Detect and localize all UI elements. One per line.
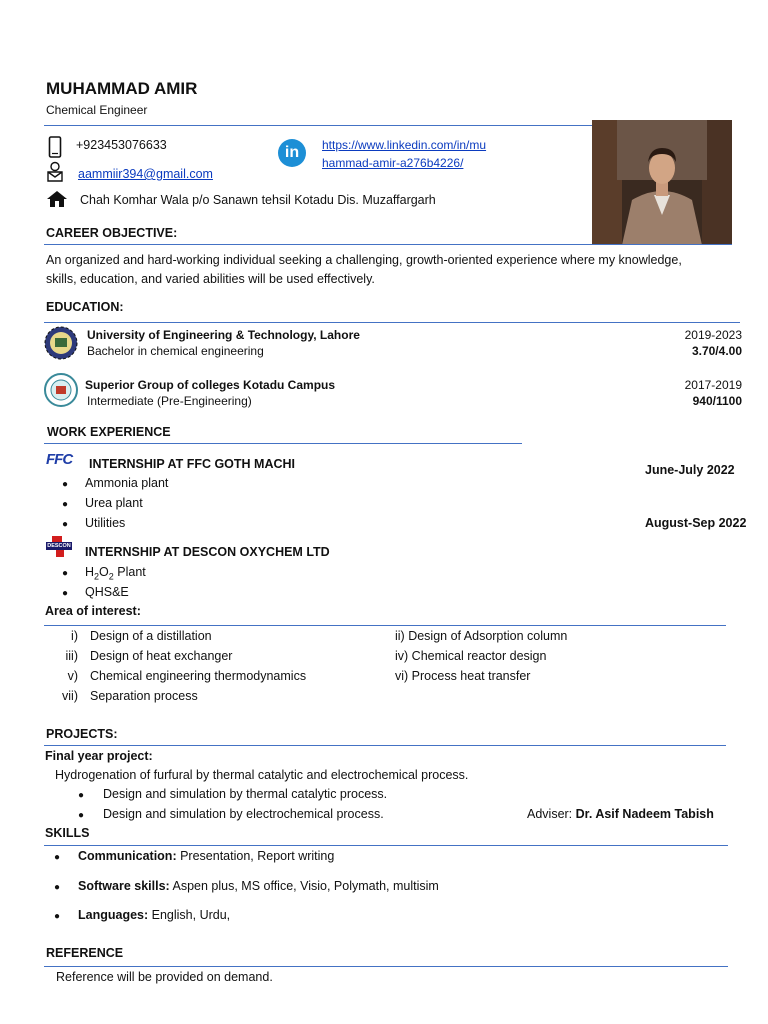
education-1-score: 3.70/4.00: [691, 344, 742, 358]
skill-item: Languages: English, Urdu,: [78, 908, 231, 922]
skills-divider: [44, 845, 728, 846]
internship-1-item: Ammonia plant: [85, 476, 169, 490]
skills-heading: SKILLS: [45, 826, 90, 840]
bullet-dot: ●: [62, 568, 69, 579]
address-text: Chah Komhar Wala p/o Sanawn tehsil Kotadu Dis. Muzaffargarh: [80, 193, 436, 207]
skill-item: Software skills: Aspen plus, MS office, Visio, Polymath, multisim: [78, 879, 439, 893]
home-icon: [46, 190, 68, 208]
bullet-dot: ●: [62, 588, 69, 599]
uet-logo-icon: [44, 326, 78, 360]
project-description: Hydrogenation of furfural by thermal catalytic and electrochemical process.: [55, 768, 469, 782]
projects-heading: PROJECTS:: [46, 727, 118, 741]
work-divider: [44, 443, 522, 444]
interest-item: Chemical engineering thermodynamics: [90, 669, 307, 683]
interest-item: Design of heat exchanger: [90, 649, 233, 663]
career-text-line1: An organized and hard-working individual seeking a challenging, growth-oriented experience where my knowledge,: [46, 253, 682, 267]
job-title: Chemical Engineer: [46, 103, 148, 117]
interest-num: v): [67, 669, 78, 683]
work-heading: WORK EXPERIENCE: [47, 425, 171, 439]
ffc-logo-icon: FFC: [46, 451, 73, 468]
career-heading: CAREER OBJECTIVE:: [46, 226, 178, 240]
bullet-dot: ●: [54, 882, 61, 893]
internship-1-date: June-July 2022: [645, 463, 735, 477]
bullet-dot: ●: [78, 790, 85, 801]
education-2-degree: Intermediate (Pre-Engineering): [87, 394, 252, 408]
projects-divider: [44, 745, 726, 746]
email-link[interactable]: aammiir394@gmail.com: [78, 167, 213, 181]
career-divider: [44, 244, 732, 245]
bullet-dot: ●: [54, 911, 61, 922]
interest-num: iii): [65, 649, 78, 663]
education-2-years: 2017-2019: [684, 378, 742, 392]
bullet-dot: ●: [62, 479, 69, 490]
internship-1-item: Utilities: [85, 516, 126, 530]
interest-item-right: iv) Chemical reactor design: [395, 649, 547, 663]
profile-photo: [592, 120, 732, 245]
education-1-years: 2019-2023: [684, 328, 742, 342]
education-heading: EDUCATION:: [46, 300, 124, 314]
interest-item-right: vi) Process heat transfer: [395, 669, 531, 683]
phone-icon: [48, 136, 62, 158]
superior-college-logo-icon: [44, 373, 78, 407]
reference-heading: REFERENCE: [46, 946, 124, 960]
header-divider: [44, 125, 592, 126]
reference-divider: [44, 966, 728, 967]
skill-item: Communication: Presentation, Report writing: [78, 849, 335, 863]
internship-2-item-h2o2: $H_2O_2$ Plant: [85, 565, 146, 582]
education-1-institution: University of Engineering & Technology, Lahore: [87, 328, 360, 342]
interest-num: i): [71, 629, 78, 643]
linkedin-icon[interactable]: in: [278, 139, 306, 167]
education-2-institution: Superior Group of colleges Kotadu Campus: [85, 378, 336, 392]
internship-1-item: Urea plant: [85, 496, 143, 510]
final-year-project-label: Final year project:: [45, 749, 153, 763]
bullet-dot: ●: [54, 852, 61, 863]
interest-divider: [44, 625, 726, 626]
bullet-dot: ●: [78, 810, 85, 821]
project-adviser: Adviser: Dr. Asif Nadeem Tabish: [527, 807, 714, 821]
bullet-dot: ●: [62, 519, 69, 530]
interest-heading: Area of interest:: [45, 604, 141, 618]
career-text-line2: skills, education, and varied abilities will be used effectively.: [46, 272, 375, 286]
internship-2-item: QHS&E: [85, 585, 129, 599]
phone-number: +923453076633: [76, 138, 167, 152]
reference-text: Reference will be provided on demand.: [56, 970, 273, 984]
education-divider: [44, 322, 740, 323]
education-2-score: 940/1100: [692, 394, 742, 408]
interest-item-right: ii) Design of Adsorption column: [395, 629, 568, 643]
descon-logo-text: DESCON: [47, 543, 71, 549]
descon-logo-icon: [46, 536, 72, 558]
internship-2-title: INTERNSHIP AT DESCON OXYCHEM LTD: [85, 545, 330, 559]
mail-person-icon: [45, 161, 69, 183]
bullet-dot: ●: [62, 499, 69, 510]
linkedin-link-line2[interactable]: hammad-amir-a276b4226/: [322, 156, 464, 170]
education-1-degree: Bachelor in chemical engineering: [87, 344, 264, 358]
linkedin-link-line1[interactable]: https://www.linkedin.com/in/mu: [322, 138, 487, 152]
candidate-name: MUHAMMAD AMIR: [46, 79, 198, 98]
internship-1-title: INTERNSHIP AT FFC GOTH MACHI: [89, 457, 296, 471]
project-bullet: Design and simulation by thermal catalytic process.: [103, 787, 388, 801]
internship-2-date: August-Sep 2022: [645, 516, 747, 530]
project-bullet: Design and simulation by electrochemical process.: [103, 807, 384, 821]
interest-item: Design of a distillation: [90, 629, 212, 643]
interest-item: Separation process: [90, 689, 198, 703]
interest-num: vii): [62, 689, 78, 703]
